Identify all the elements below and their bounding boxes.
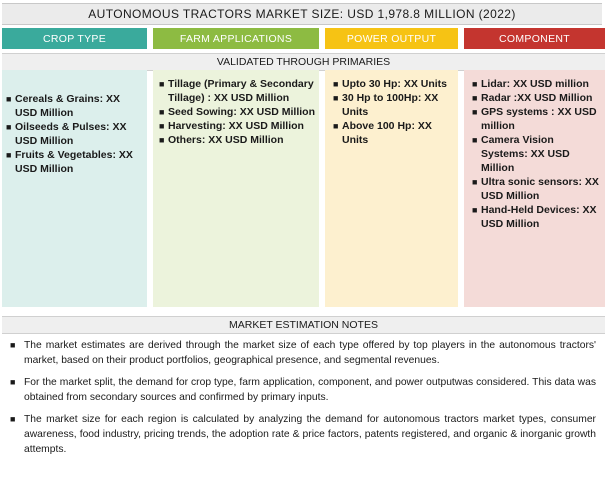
title-bar bbox=[2, 3, 602, 25]
item-text: Others: XX USD Million bbox=[168, 134, 284, 146]
bullet-icon: ■ bbox=[10, 377, 16, 387]
list-item bbox=[159, 105, 315, 119]
note-item bbox=[10, 375, 596, 405]
column-farm-applications bbox=[153, 70, 319, 307]
bullet-icon: ■ bbox=[159, 107, 165, 117]
bullet-icon: ■ bbox=[472, 177, 478, 187]
note-text: For the market split, the demand for crop type, farm application, component, and power outputwas considered. This data was obtained from secondary sources and confirmed by primary inputs. bbox=[24, 377, 596, 403]
bullet-icon: ■ bbox=[6, 150, 12, 160]
list-item bbox=[333, 77, 454, 91]
bullet-icon: ■ bbox=[472, 93, 478, 103]
item-text: Upto 30 Hp: XX Units bbox=[342, 78, 448, 90]
list-item bbox=[472, 175, 601, 203]
list-item bbox=[333, 91, 454, 119]
bullet-icon: ■ bbox=[6, 122, 12, 132]
list-item bbox=[333, 119, 454, 147]
bullet-icon: ■ bbox=[333, 79, 339, 89]
item-text: Oilseeds & Pulses: XX USD Million bbox=[15, 121, 127, 147]
note-item bbox=[10, 338, 596, 368]
item-text: Above 100 Hp: XX Units bbox=[342, 120, 432, 146]
crop-type-list bbox=[6, 92, 143, 176]
item-text: 30 Hp to 100Hp: XX Units bbox=[342, 92, 439, 118]
list-item bbox=[6, 92, 143, 120]
item-text: Tillage (Primary & Secondary Tillage) : XX USD Million bbox=[168, 78, 314, 104]
item-text: Seed Sowing: XX USD Million bbox=[168, 106, 316, 118]
power-output-list bbox=[333, 77, 454, 147]
item-text: Camera Vision Systems: XX USD Million bbox=[481, 134, 570, 174]
header-farm-applications: FARM APPLICATIONS bbox=[153, 28, 319, 49]
item-text: Ultra sonic sensors: XX USD Million bbox=[481, 176, 599, 202]
list-item bbox=[472, 203, 601, 231]
item-text: Radar :XX USD Million bbox=[481, 92, 593, 104]
column-crop-type bbox=[2, 70, 147, 307]
item-text: Harvesting: XX USD Million bbox=[168, 120, 304, 132]
item-text: Fruits & Vegetables: XX USD Million bbox=[15, 149, 133, 175]
list-item bbox=[472, 91, 601, 105]
bullet-icon: ■ bbox=[472, 135, 478, 145]
list-item bbox=[472, 77, 601, 91]
bullet-icon: ■ bbox=[333, 93, 339, 103]
bullet-icon: ■ bbox=[472, 79, 478, 89]
bullet-icon: ■ bbox=[159, 135, 165, 145]
header-component: COMPONENT bbox=[464, 28, 605, 49]
note-text: The market estimates are derived through the market size of each type offered by top players in the autonomous tractors' market, based on their product portfolios, geographical presence, and segmental revenues. bbox=[24, 340, 596, 366]
list-item bbox=[472, 133, 601, 175]
item-text: Lidar: XX USD million bbox=[481, 78, 589, 90]
item-text: Cereals & Grains: XX USD Million bbox=[15, 93, 121, 119]
list-item bbox=[6, 148, 143, 176]
bullet-icon: ■ bbox=[6, 94, 12, 104]
notes-list bbox=[10, 338, 596, 464]
bullet-icon: ■ bbox=[472, 205, 478, 215]
bullet-icon: ■ bbox=[333, 121, 339, 131]
bullet-icon: ■ bbox=[159, 121, 165, 131]
page-title: AUTONOMOUS TRACTORS MARKET SIZE: USD 1,978.8 MILLION (2022) bbox=[88, 7, 516, 21]
item-text: Hand-Held Devices: XX USD Million bbox=[481, 204, 597, 230]
component-list bbox=[472, 77, 601, 231]
validated-banner: VALIDATED THROUGH PRIMARIES bbox=[2, 53, 605, 71]
list-item bbox=[159, 119, 315, 133]
note-text: The market size for each region is calculated by analyzing the demand for autonomous tractors market types, consumer awareness, food industry, pricing trends, the adoption rate & price factors, patents registered, and organic & inorganic growth attempts. bbox=[24, 414, 596, 455]
bullet-icon: ■ bbox=[10, 340, 16, 350]
farm-applications-list bbox=[159, 77, 315, 147]
list-item bbox=[6, 120, 143, 148]
header-power-output: POWER OUTPUT bbox=[325, 28, 458, 49]
item-text: GPS systems : XX USD million bbox=[481, 106, 597, 132]
header-crop-type: CROP TYPE bbox=[2, 28, 147, 49]
bullet-icon: ■ bbox=[10, 414, 16, 424]
note-item bbox=[10, 412, 596, 457]
column-component bbox=[464, 70, 605, 307]
notes-header: MARKET ESTIMATION NOTES bbox=[2, 316, 605, 334]
column-power-output bbox=[325, 70, 458, 307]
bullet-icon: ■ bbox=[159, 79, 165, 89]
list-item bbox=[159, 133, 315, 147]
bullet-icon: ■ bbox=[472, 107, 478, 117]
list-item bbox=[159, 77, 315, 105]
list-item bbox=[472, 105, 601, 133]
